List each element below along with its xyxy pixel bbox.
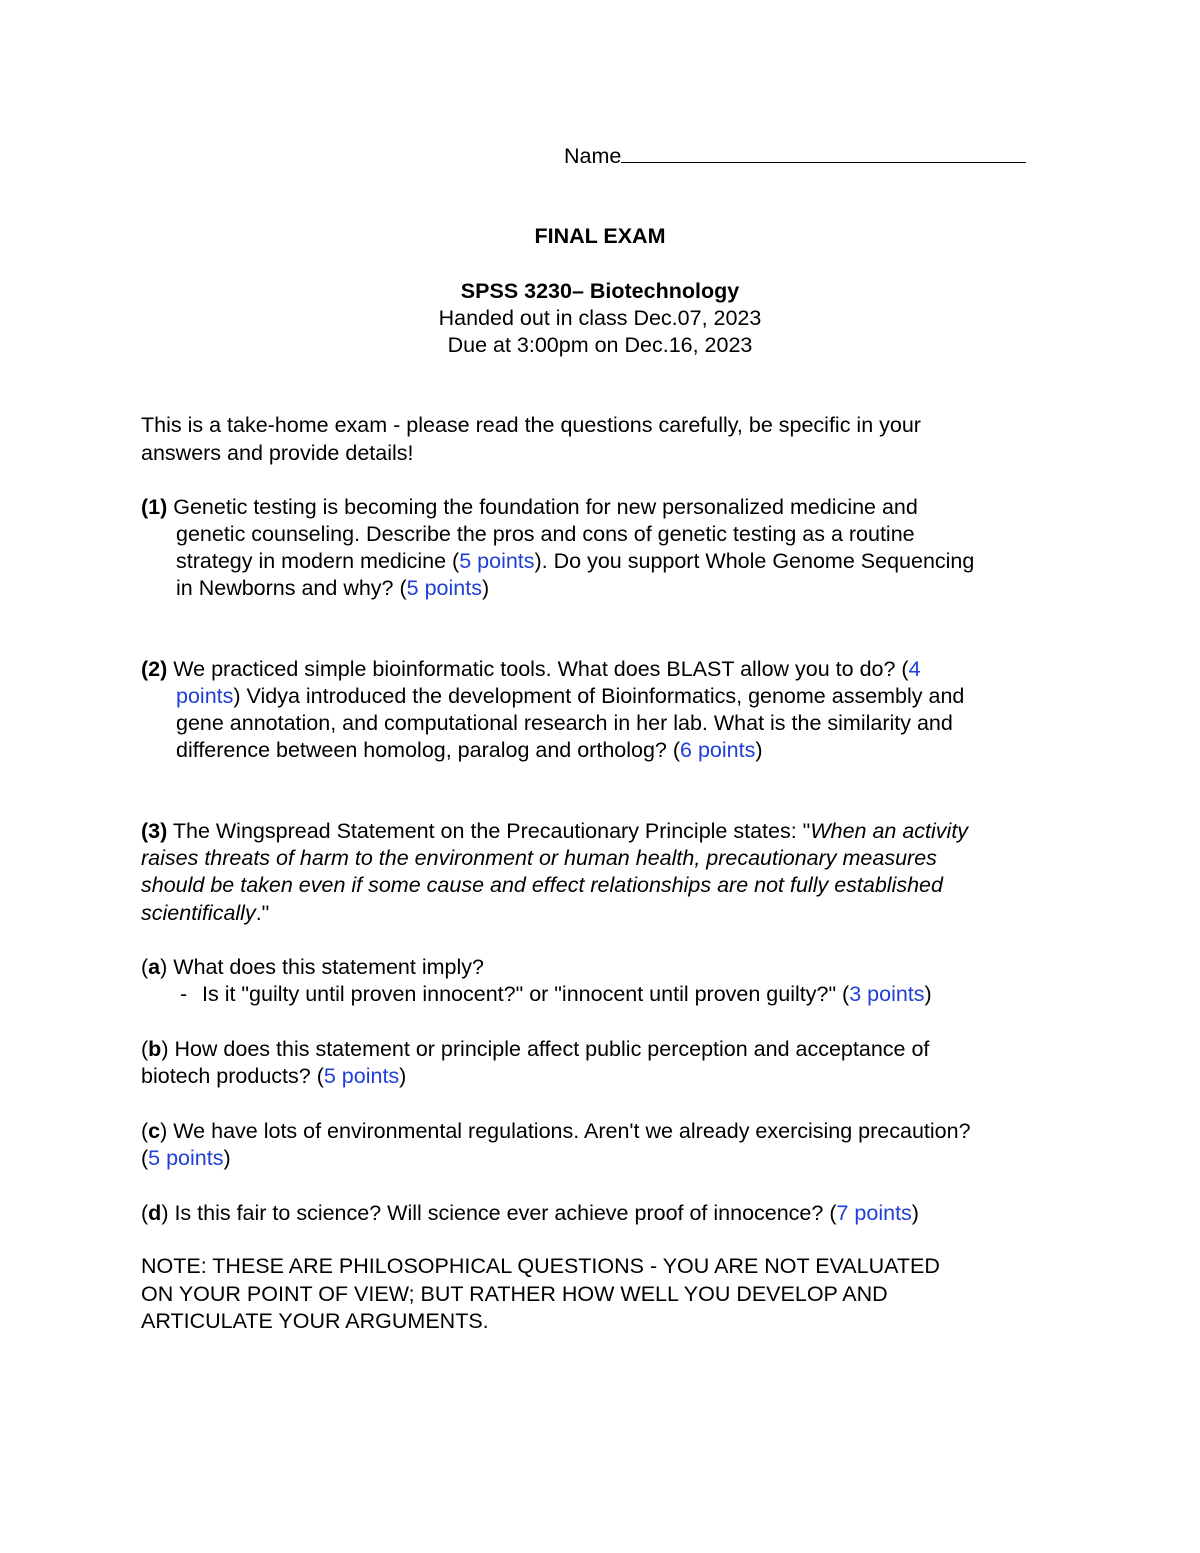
qa-line-1: (a) What does this statement imply? — [141, 955, 484, 979]
qd-letter: d — [148, 1201, 162, 1225]
name-field — [564, 142, 1026, 170]
note-line-1: NOTE: THESE ARE PHILOSOPHICAL QUESTIONS - YOU ARE NOT EVALUATED — [141, 1254, 940, 1278]
course-title: SPSS 3230– Biotechnology — [460, 279, 740, 303]
q2-line-2: points) Vidya introduced the development of Bioinformatics, genome assembly and — [176, 684, 965, 708]
q1-points-1: 5 points — [459, 549, 535, 573]
qc-letter: c — [148, 1119, 161, 1143]
name-blank-line — [621, 142, 1026, 163]
intro-line-1: This is a take-home exam - please read the questions carefully, be specific in your — [141, 413, 921, 437]
qa-bullet-dash: - — [180, 982, 188, 1006]
q2-points-1-number: 4 — [908, 657, 921, 681]
qc-points: 5 points — [148, 1146, 224, 1170]
qd-line-1: (d) Is this fair to science? Will science ever achieve proof of innocence? (7 points) — [141, 1201, 919, 1225]
qa-letter: a — [148, 955, 161, 979]
q2-line-4: difference between homolog, paralog and ortholog? (6 points) — [176, 738, 763, 762]
q2-points-2: 6 points — [680, 738, 756, 762]
q1-points-2: 5 points — [406, 576, 482, 600]
qa-sub-line: Is it "guilty until proven innocent?" or "innocent until proven guilty?" (3 points) — [202, 982, 932, 1006]
qb-line-1: (b) How does this statement or principle affect public perception and acceptance of — [141, 1037, 930, 1061]
exam-title: FINAL EXAM — [534, 224, 666, 248]
q1-number: (1) — [141, 495, 168, 519]
q1-line-1: (1) Genetic testing is becoming the foundation for new personalized medicine and — [141, 495, 918, 519]
qb-line-2: biotech products? (5 points) — [141, 1064, 407, 1088]
name-label: Name — [564, 144, 622, 168]
qc-line-1: (c) We have lots of environmental regulations. Aren't we already exercising precaution? — [141, 1119, 971, 1143]
q2-number: (2) — [141, 657, 168, 681]
q1-line-4: in Newborns and why? (5 points) — [176, 576, 490, 600]
handed-out-date: Handed out in class Dec.07, 2023 — [438, 306, 762, 330]
q2-points-1-word: points — [176, 684, 234, 708]
q3-line-3: should be taken even if some cause and effect relationships are not fully established — [141, 873, 943, 897]
qd-points: 7 points — [836, 1201, 912, 1225]
qa-points: 3 points — [849, 982, 925, 1006]
q3-number: (3) — [141, 819, 168, 843]
q1-line-3: strategy in modern medicine (5 points). Do you support Whole Genome Sequencing — [176, 549, 975, 573]
intro-line-2: answers and provide details! — [141, 441, 414, 465]
note-line-2: ON YOUR POINT OF VIEW; BUT RATHER HOW WELL YOU DEVELOP AND — [141, 1282, 888, 1306]
q2-line-3: gene annotation, and computational research in her lab. What is the similarity and — [176, 711, 953, 735]
q3-line-1: (3) The Wingspread Statement on the Precautionary Principle states: "When an activity — [141, 819, 969, 843]
qb-points: 5 points — [323, 1064, 400, 1088]
due-date: Due at 3:00pm on Dec.16, 2023 — [447, 333, 753, 357]
q1-line-2: genetic counseling. Describe the pros and cons of genetic testing as a routine — [176, 522, 915, 546]
q3-line-2: raises threats of harm to the environment or human health, precautionary measures — [141, 846, 937, 870]
qb-letter: b — [148, 1037, 162, 1061]
q2-line-1: (2) We practiced simple bioinformatic tools. What does BLAST allow you to do? (4 — [141, 657, 921, 681]
qc-line-2: (5 points) — [141, 1146, 231, 1170]
q3-line-4: scientifically." — [141, 901, 270, 925]
note-line-3: ARTICULATE YOUR ARGUMENTS. — [141, 1309, 489, 1333]
